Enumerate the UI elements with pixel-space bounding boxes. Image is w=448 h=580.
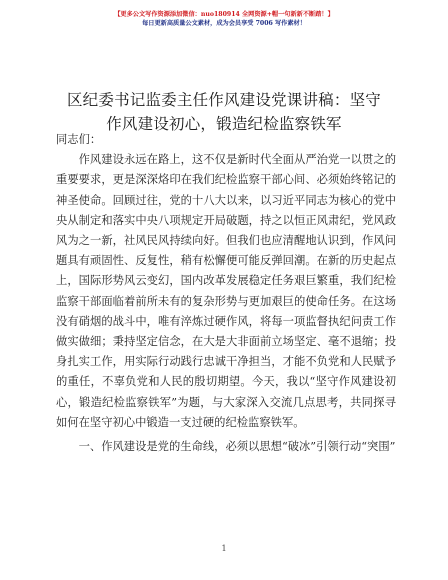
promo-banner	[40, 10, 408, 28]
page-number: 1	[221, 544, 227, 553]
document-title-line-1: 区纪委书记监委主任作风建设党课讲稿：坚守	[66, 91, 381, 110]
salutation: 同志们：	[56, 133, 102, 146]
body-paragraph: 作风建设永远在路上，这不仅是新时代全面从严治党一以贯之的重要要求，更是深深烙印在我们纪检监察干部心间、必须始终铭记的神圣使命。回顾过往，党的十八大以来，以习近平同志为核心的党中央从制定和落实中央八项规定开局破题，持之以恒正风肃纪，党风政风为之一新，社风民风持续向好。但我们也应清醒地认识到，作风问题具有顽固性、反复性，稍有松懈便可能反弹回潮。在新的历史起点上，国际形势风云变幻，国内改革发展稳定任务艰巨繁重，我们纪检监察干部面临着前所未有的复杂形势与更加艰巨的使命任务。在这场没有硝烟的战斗中，唯有淬炼过硬作风，将每一项监督执纪问责工作做实做细；秉持坚定信念，在大是大非面前立场坚定、毫不退缩；投身扎实工作，用实际行动践行忠诚干净担当，才能不负党和人民赋予的重任，不辜负党和人民的殷切期望。今天，我以“坚守作风建设初心，锻造纪检监察铁军”为题，与大家深入交流几点思考，共同探寻如何在坚守初心中锻造一支过硬的纪检监察铁军。	[56, 153, 396, 429]
promo-banner-line-1: 【更多公文写作资源添加微信：nuo180914 全网资源+帽一句新新不断踏！】	[114, 11, 334, 18]
document-title-line-2: 作风建设初心，锻造纪检监察铁军	[106, 115, 342, 134]
section-heading: 一、作风建设是党的生命线，必须以思想“破冰”引领行动“突围”	[78, 440, 396, 454]
promo-banner-line-2: 每日更新高质量公文素材，成为会员享受 7006 写作素材！	[142, 20, 306, 27]
document-body	[56, 130, 396, 457]
